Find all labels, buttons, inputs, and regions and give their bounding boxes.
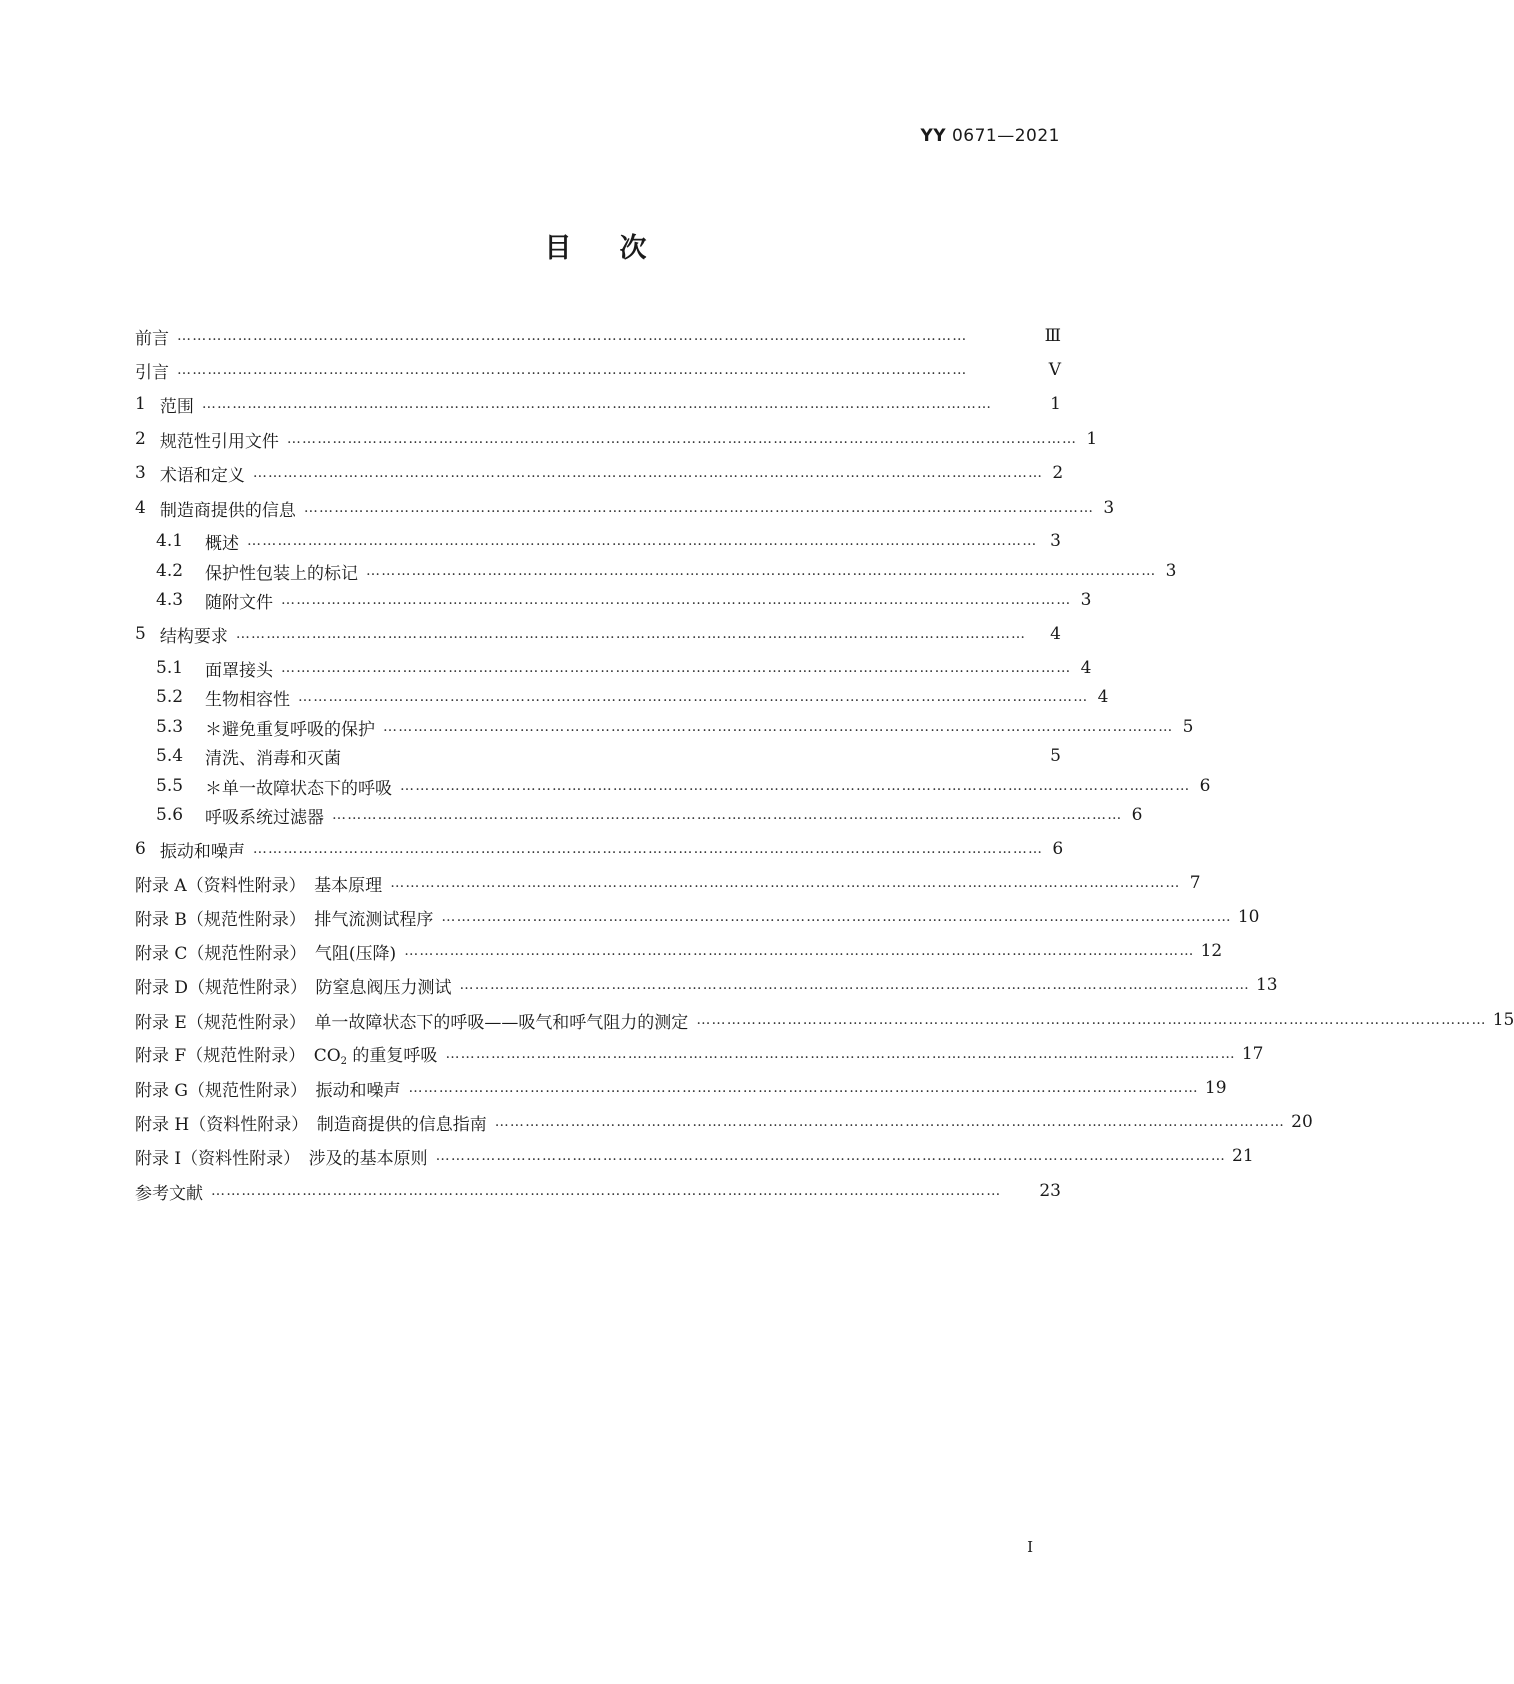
- toc-entry-number: 6: [135, 839, 146, 859]
- toc-page-number: 19: [1204, 1078, 1227, 1098]
- toc-leader-dots: …………………………………………………………………………………………………………………………………………: [441, 909, 1232, 925]
- toc-entry-text: 结构要求: [159, 626, 228, 647]
- toc-entry-4[interactable]: [135, 495, 1115, 521]
- toc-page-number: Ⅴ: [1048, 360, 1061, 380]
- toc-page-number: 5: [1182, 717, 1194, 737]
- toc-entry-text: 附录 I（资料性附录） 涉及的基本原则: [135, 1148, 428, 1169]
- toc-entry-annex-h[interactable]: [135, 1109, 1313, 1135]
- toc-page-number: 13: [1255, 975, 1278, 995]
- toc-entry-number: 5.4: [156, 746, 184, 766]
- toc-entry-text: 附录 E（规范性附录） 单一故障状态下的呼吸——吸气和呼气阻力的测定: [135, 1012, 689, 1033]
- toc-leader-dots: …………………………………………………………………………………………………………………………………………: [211, 1183, 1002, 1199]
- toc-entry-text: ＊避免重复呼吸的保护: [205, 719, 376, 740]
- toc-entry-2[interactable]: [135, 426, 1098, 452]
- toc-leader-dots: …………………………………………………………………………………………………………………………………………: [252, 841, 1044, 857]
- toc-entry-5-6[interactable]: [156, 802, 1143, 828]
- toc-entry-annex-f[interactable]: [135, 1041, 1264, 1067]
- toc-page-number: 15: [1492, 1010, 1514, 1030]
- toc-page-number: 20: [1291, 1112, 1313, 1132]
- toc-entry-number: 3: [135, 463, 146, 483]
- page-number: I: [1027, 1538, 1033, 1556]
- toc-entry-annex-i[interactable]: [135, 1143, 1254, 1169]
- toc-entry-number: 5.6: [156, 805, 184, 825]
- toc-leader-dots: …………………………………………………………………………………………………………………………………………: [298, 689, 1089, 705]
- toc-entry-text: ＊单一故障状态下的呼吸: [205, 778, 393, 799]
- toc-page-number: 17: [1241, 1044, 1264, 1064]
- toc-entry-4-3[interactable]: [156, 587, 1092, 613]
- toc-entry-annex-a[interactable]: [135, 870, 1201, 896]
- toc-page-number: 10: [1237, 907, 1260, 927]
- toc-entry-number: 4.3: [156, 590, 184, 610]
- toc-entry-text: 概述: [205, 533, 240, 554]
- toc-leader-dots: …………………………………………………………………………………………………………………………………………: [445, 1046, 1236, 1062]
- toc-entry-annex-b[interactable]: [135, 904, 1260, 930]
- toc-entry-6[interactable]: [135, 836, 1064, 862]
- toc-leader-dots: …………………………………………………………………………………………………………………………………………: [435, 1148, 1227, 1164]
- toc-entry-text: 附录 H（资料性附录） 制造商提供的信息指南: [135, 1114, 487, 1135]
- toc-leader-dots: …………………………………………………………………………………………………………………………………………: [247, 533, 1038, 549]
- toc-entry-bibliography[interactable]: [135, 1178, 1061, 1204]
- toc-leader-dots: …………………………………………………………………………………………………………………………………………: [494, 1114, 1286, 1130]
- toc-entry-introduction[interactable]: [135, 357, 1061, 383]
- toc-page-number: 5: [1050, 746, 1061, 766]
- toc-leader-dots: …………………………………………………………………………………………………………………………………………: [281, 592, 1072, 608]
- toc-leader-dots: …………………………………………………………………………………………………………………………………………: [201, 396, 993, 412]
- toc-entry-number: 1: [135, 394, 146, 414]
- toc-entry-text: 参考文献: [135, 1183, 203, 1204]
- toc-leader-dots: …………………………………………………………………………………………………………………………………………: [366, 563, 1157, 579]
- toc-page-number: 6: [1052, 839, 1064, 859]
- toc-leader-dots: …………………………………………………………………………………………………………………………………………: [235, 626, 1027, 642]
- toc-entry-text: 面罩接头: [205, 660, 274, 681]
- toc-entry-number: 2: [135, 429, 146, 449]
- toc-page-number: 6: [1131, 805, 1143, 825]
- toc-page-number: 3: [1165, 561, 1177, 581]
- toc-entry-text: 附录 B（规范性附录） 排气流测试程序: [135, 909, 434, 930]
- toc-leader-dots: …………………………………………………………………………………………………………………………………………: [696, 1012, 1487, 1028]
- toc-entry-text: 引言: [135, 362, 169, 383]
- toc-entry-text: 保护性包装上的标记: [205, 563, 359, 584]
- toc-leader-dots: …………………………………………………………………………………………………………………………………………: [404, 943, 1195, 959]
- toc-entry-text: 术语和定义: [159, 465, 245, 486]
- toc-entry-foreword[interactable]: [135, 323, 1061, 349]
- toc-entry-text: 生物相容性: [205, 689, 291, 710]
- toc-entry-4-1[interactable]: [156, 528, 1061, 554]
- toc-entry-number: 5: [135, 624, 146, 644]
- toc-entry-text: 呼吸系统过滤器: [205, 807, 325, 828]
- toc-entry-text: 范围: [159, 396, 194, 417]
- toc-entry-text: 清洗、消毒和灭菌: [205, 748, 342, 769]
- toc-leader-dots: …………………………………………………………………………………………………………………………………………: [383, 719, 1174, 735]
- toc-entry-number: 4.2: [156, 561, 184, 581]
- toc-entry-text: 随附文件: [205, 592, 274, 613]
- toc-entry-text: 规范性引用文件: [159, 431, 279, 452]
- toc-page-number: Ⅲ: [1044, 326, 1061, 346]
- toc-entry-number: 5.3: [156, 717, 184, 737]
- toc-entry-number: 5.1: [156, 658, 184, 678]
- toc-page-number: 1: [1086, 429, 1098, 449]
- toc-entry-5-3[interactable]: [156, 714, 1194, 740]
- standard-code: [920, 126, 1060, 146]
- toc-entry-text: 附录 F（规范性附录） CO2 的重复呼吸: [135, 1046, 438, 1067]
- toc-page-number: 7: [1189, 873, 1201, 893]
- standard-prefix: YY: [920, 126, 947, 146]
- toc-entry-annex-d[interactable]: [135, 972, 1278, 998]
- toc-entry-number: 4: [135, 498, 146, 518]
- toc-leader-dots: …………………………………………………………………………………………………………………………………………: [408, 1080, 1199, 1096]
- toc-entry-text: 振动和噪声: [159, 841, 245, 862]
- toc-entry-text: 附录 C（规范性附录） 气阻(压降): [135, 943, 397, 964]
- toc-page-number: 23: [1039, 1181, 1061, 1201]
- standard-number: 0671—2021: [951, 126, 1060, 146]
- toc-leader-dots: …………………………………………………………………………………………………………………………………………: [252, 465, 1044, 481]
- toc-leader-dots: …………………………………………………………………………………………………………………………………………: [281, 660, 1072, 676]
- toc-entry-1[interactable]: [135, 391, 1061, 417]
- toc-page-number: 1: [1050, 394, 1061, 414]
- toc-page-number: 12: [1200, 941, 1223, 961]
- toc-leader-dots: …………………………………………………………………………………………………………………………………………: [303, 500, 1095, 516]
- toc-leader-dots: …………………………………………………………………………………………………………………………………………: [332, 807, 1123, 823]
- toc-page-number: 6: [1199, 776, 1211, 796]
- toc-entry-5-1[interactable]: [156, 655, 1092, 681]
- toc-entry-text: 附录 G（规范性附录） 振动和噪声: [135, 1080, 401, 1101]
- toc-leader-dots: …………………………………………………………………………………………………………………………………………: [400, 778, 1191, 794]
- toc-page-number: 3: [1080, 590, 1092, 610]
- page-title: 目次: [544, 233, 695, 264]
- toc-entry-5-5[interactable]: [156, 773, 1211, 799]
- toc-entry-number: 5.5: [156, 776, 184, 796]
- toc-leader-dots: …………………………………………………………………………………………………………………………………………: [286, 431, 1078, 447]
- toc-entry-3[interactable]: [135, 460, 1064, 486]
- toc-entry-5[interactable]: [135, 621, 1061, 647]
- toc-page-number: 21: [1232, 1146, 1254, 1166]
- toc-entry-4-2[interactable]: [156, 558, 1177, 584]
- toc-entry-number: 5.2: [156, 687, 184, 707]
- toc-entry-number: 4.1: [156, 531, 184, 551]
- toc-leader-dots: …………………………………………………………………………………………………………………………………………: [177, 362, 968, 378]
- toc-page-number: 3: [1103, 498, 1115, 518]
- toc-entry-5-4[interactable]: [156, 743, 1061, 769]
- toc-entry-annex-g[interactable]: [135, 1075, 1227, 1101]
- toc-page-number: 3: [1050, 531, 1061, 551]
- toc-entry-annex-c[interactable]: [135, 938, 1223, 964]
- toc-entry-5-2[interactable]: [156, 684, 1109, 710]
- toc-page-number: 4: [1050, 624, 1061, 644]
- toc-entry-text: 前言: [135, 328, 169, 349]
- toc-entry-text: 制造商提供的信息: [159, 500, 296, 521]
- toc-page-number: 2: [1052, 463, 1064, 483]
- toc-entry-annex-e[interactable]: [135, 1007, 1514, 1033]
- toc-leader-dots: …………………………………………………………………………………………………………………………………………: [177, 328, 968, 344]
- toc-leader-dots: …………………………………………………………………………………………………………………………………………: [390, 875, 1181, 891]
- toc-page-number: 4: [1080, 658, 1092, 678]
- toc-entry-text: 附录 D（规范性附录） 防窒息阀压力测试: [135, 977, 452, 998]
- toc-entry-text: 附录 A（资料性附录） 基本原理: [135, 875, 383, 896]
- toc-page-number: 4: [1097, 687, 1109, 707]
- toc-leader-dots: …………………………………………………………………………………………………………………………………………: [459, 977, 1250, 993]
